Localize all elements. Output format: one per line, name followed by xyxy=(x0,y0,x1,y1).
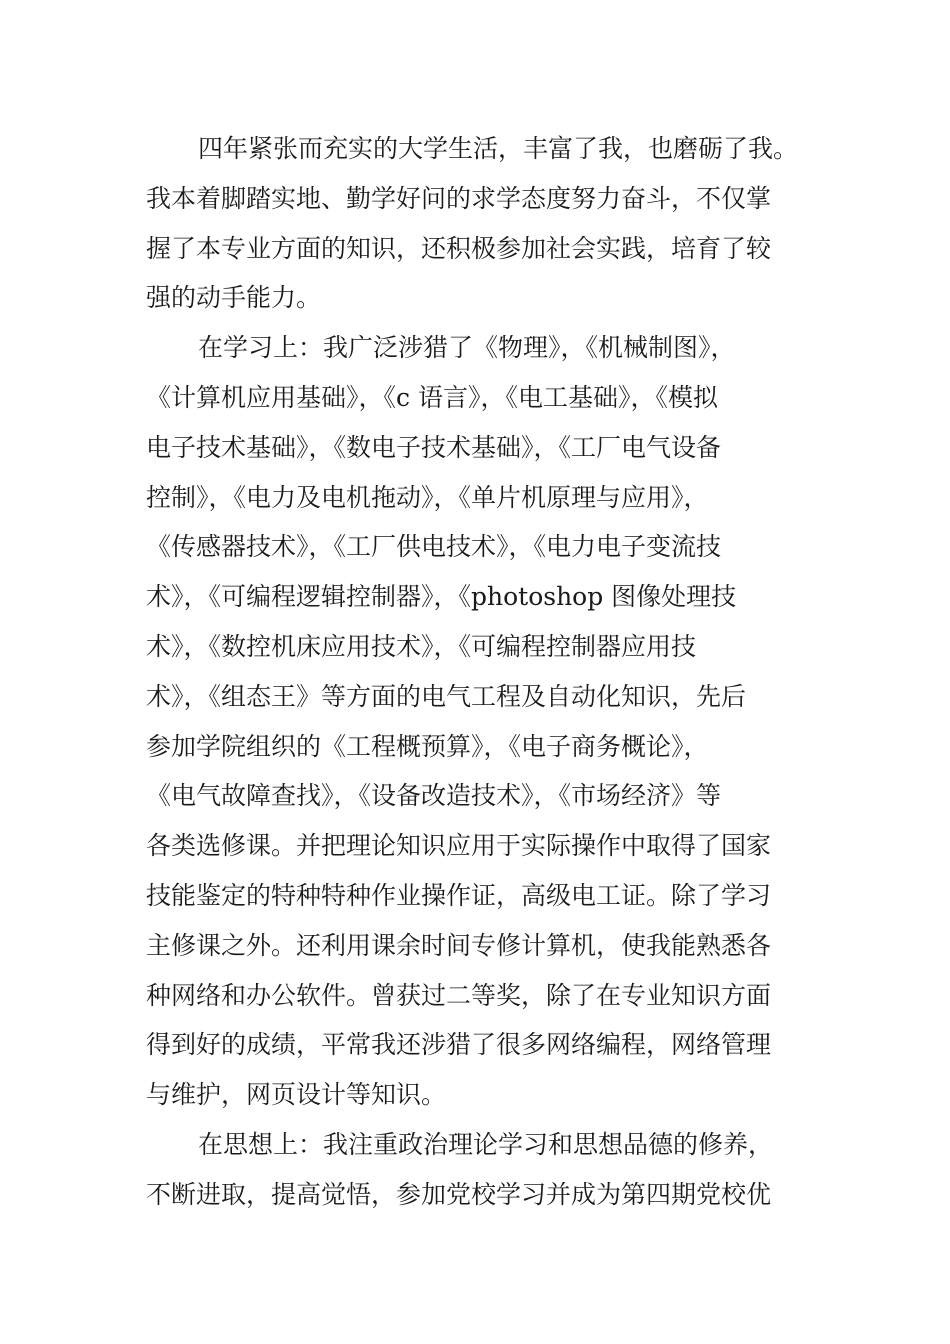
paragraph-1-line-3: 握了本专业方面的知识，还积极参加社会实践，培育了较 xyxy=(146,233,772,263)
paragraph-2-line-10: 《电气故障查找》，《设备改造技术》，《市场经济》等 xyxy=(146,781,722,811)
paragraph-2-line-13: 主修课之外。还利用课余时间专修计算机，使我能熟悉各 xyxy=(146,930,772,960)
paragraph-2-line-1: 在学习上：我广泛涉猎了《物理》，《机械制图》， xyxy=(198,333,736,363)
paragraph-1-line-1: 四年紧张而充实的大学生活，丰富了我，也磨砺了我。 xyxy=(198,134,799,163)
paragraph-2-line-14: 种网络和办公软件。曾获过二等奖，除了在专业知识方面 xyxy=(146,980,772,1010)
paragraph-2-line-12: 技能鉴定的特种特种作业操作证，高级电工证。除了学习 xyxy=(146,880,772,910)
paragraph-2-line-16: 与维护，网页设计等知识。 xyxy=(146,1080,447,1110)
paragraph-2-line-15: 得到好的成绩，平常我还涉猎了很多网络编程，网络管理 xyxy=(146,1030,772,1060)
paragraph-2-line-4: 控制》，《电力及电机拖动》，《单片机原理与应用》， xyxy=(146,482,709,512)
paragraph-1-line-4: 强的动手能力。 xyxy=(146,283,322,313)
paragraph-2-line-5: 《传感器技术》，《工厂供电技术》，《电力电子变流技 xyxy=(146,532,722,562)
paragraph-3-line-1: 在思想上：我注重政治理论学习和思想品德的修养， xyxy=(198,1129,774,1159)
paragraph-2-line-2: 《计算机应用基础》，《c 语言》，《电工基础》，《模拟 xyxy=(146,382,718,412)
paragraph-2-line-7: 术》，《数控机床应用技术》，《可编程控制器应用技 xyxy=(146,631,697,661)
paragraph-2-line-3: 电子技术基础》，《数电子技术基础》，《工厂电气设备 xyxy=(146,432,722,462)
paragraph-2-line-9: 参加学院组织的《工程概预算》，《电子商务概论》， xyxy=(146,731,709,761)
paragraph-2-line-11: 各类选修课。并把理论知识应用于实际操作中取得了国家 xyxy=(146,831,772,861)
document-body xyxy=(146,124,816,1220)
paragraph-1-line-2: 我本着脚踏实地、勤学好问的求学态度努力奋斗，不仅掌 xyxy=(146,183,772,213)
paragraph-3-line-2: 不断进取，提高觉悟，参加党校学习并成为第四期党校优 xyxy=(146,1179,772,1209)
paragraph-2-line-6: 术》，《可编程逻辑控制器》，《photoshop 图像处理技 xyxy=(146,582,737,612)
paragraph-2-line-8: 术》，《组态王》等方面的电气工程及自动化知识，先后 xyxy=(146,681,747,711)
